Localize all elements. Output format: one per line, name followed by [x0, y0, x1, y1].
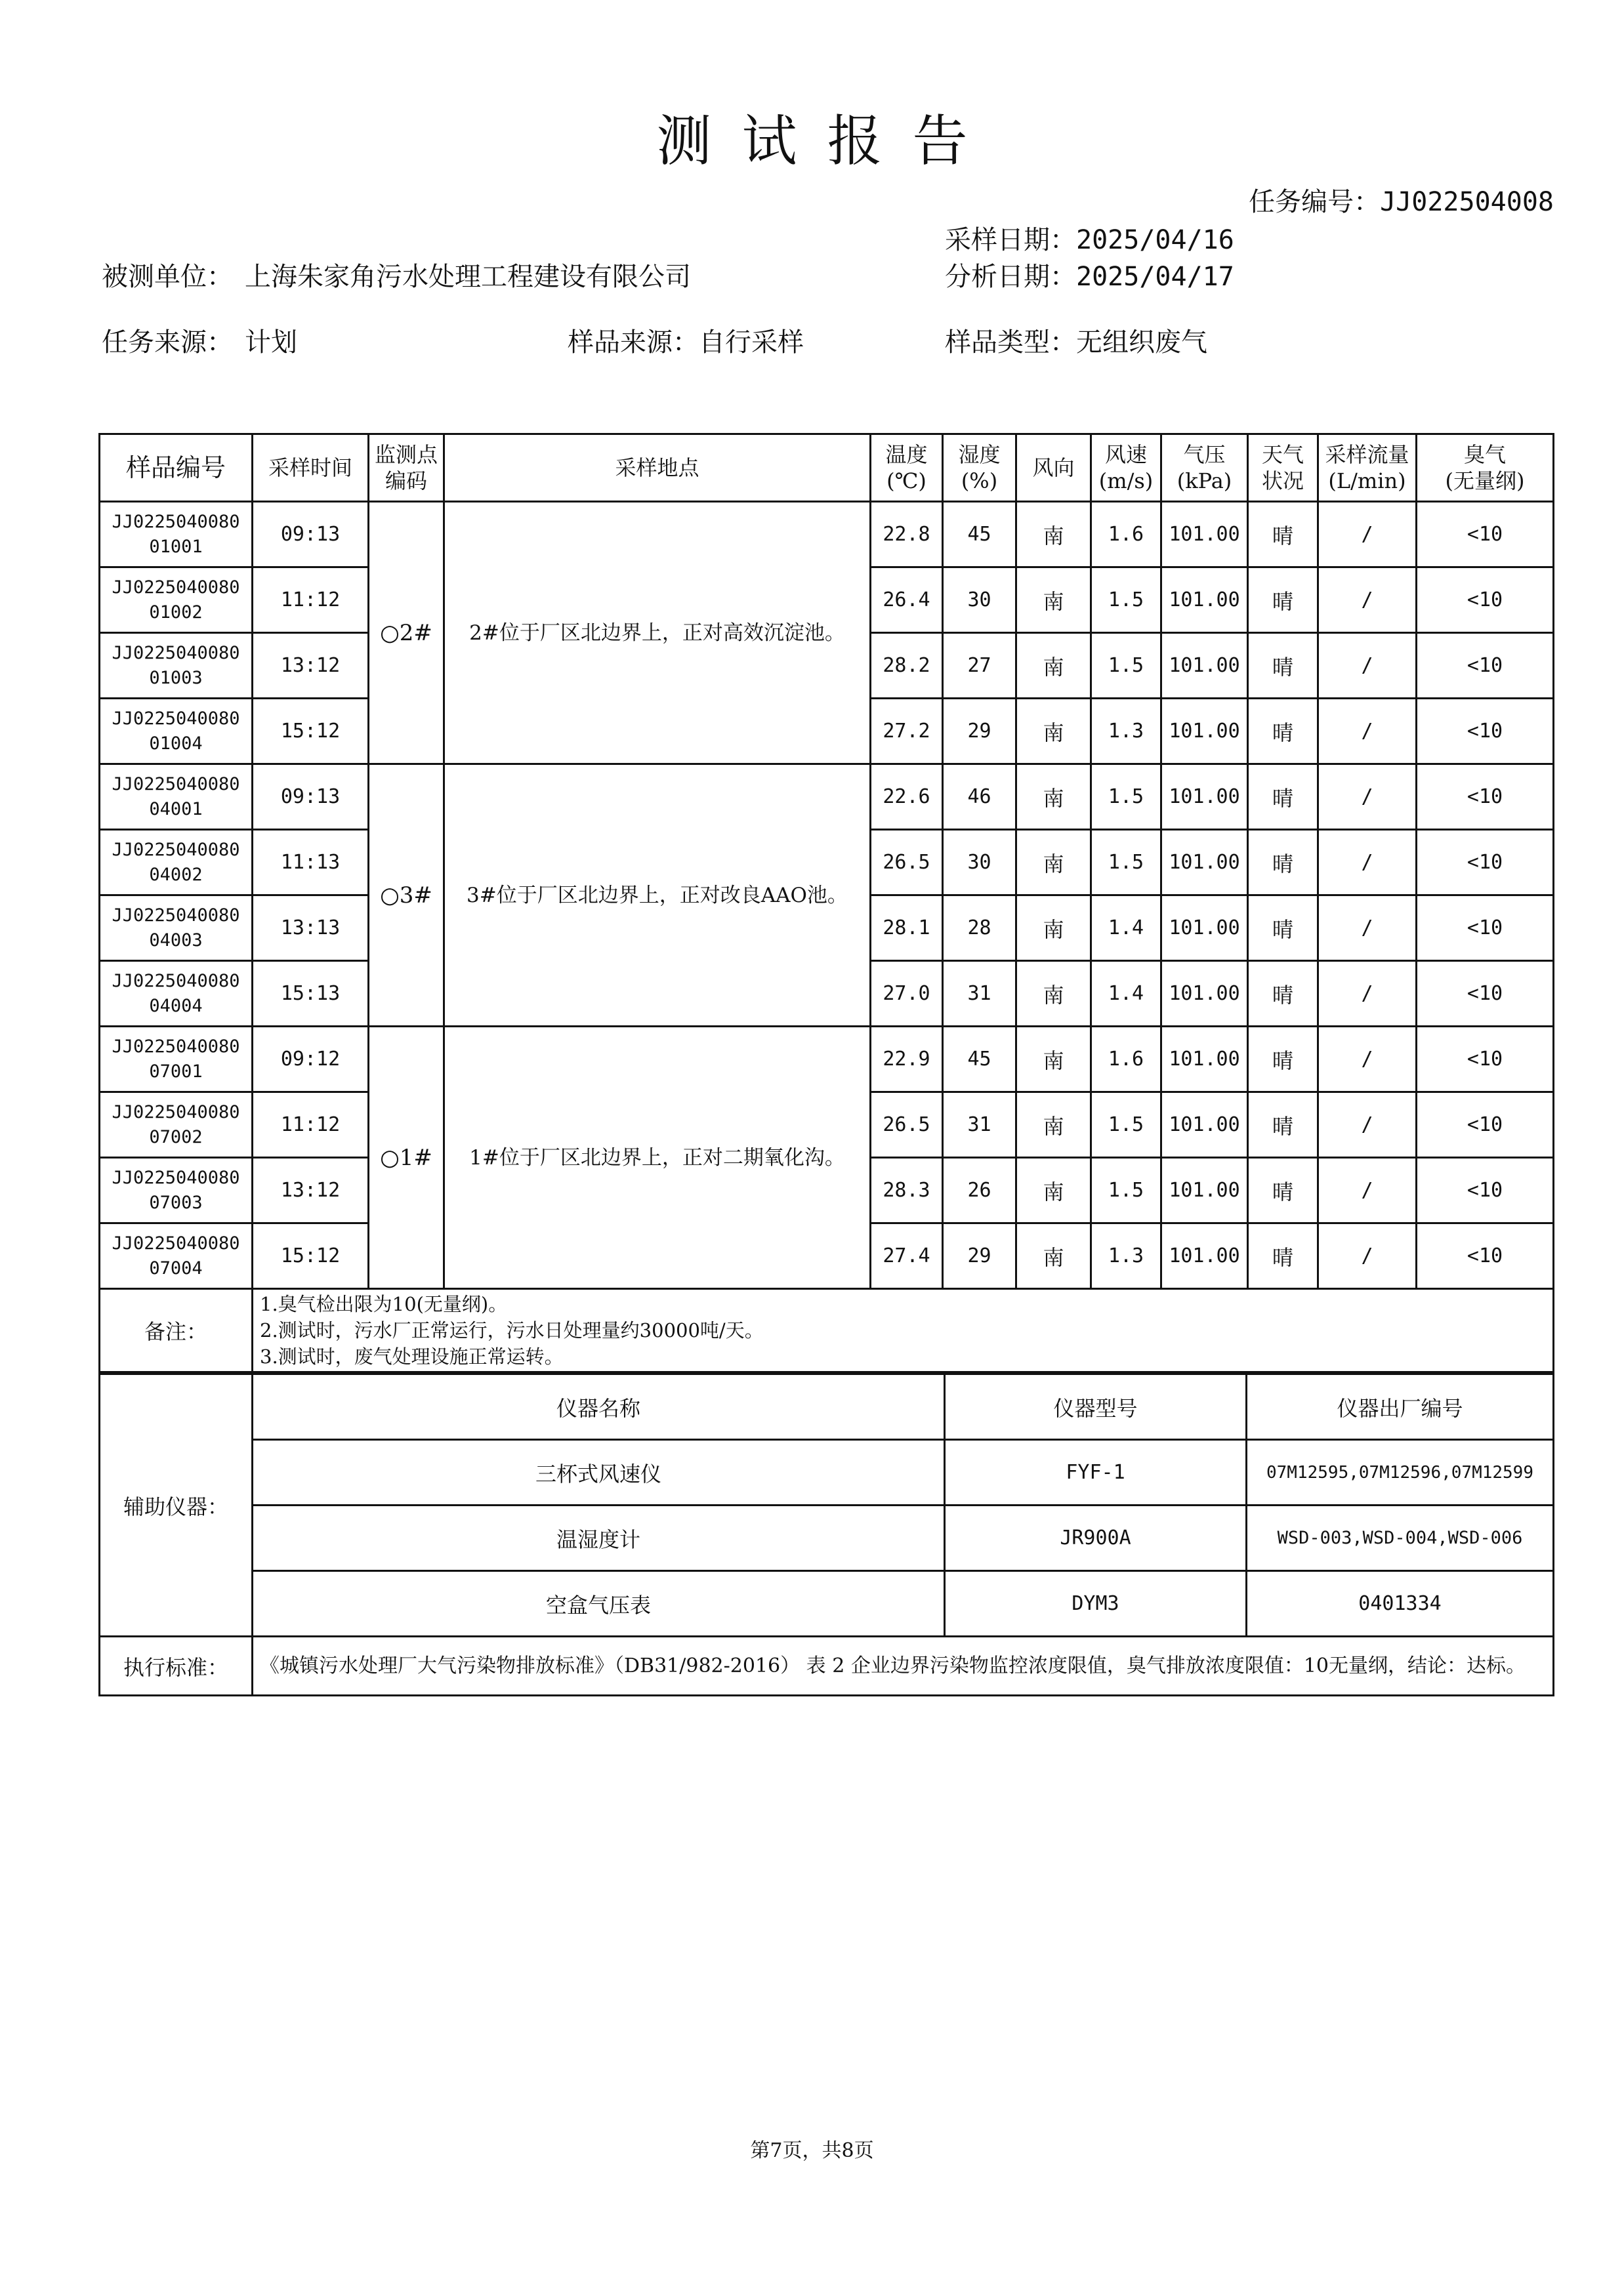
sample-id: JJ0225040080 04004: [100, 961, 253, 1027]
header-weather: 天气 状况: [1248, 434, 1318, 502]
cell-weather: 晴: [1248, 699, 1318, 764]
table-header-row: [100, 434, 1554, 502]
sample-id: JJ0225040080 01004: [100, 699, 253, 764]
sample-type-label: 样品类型：: [945, 327, 1076, 358]
standard-row: [100, 1637, 1554, 1696]
cell-wind-speed: 1.6: [1091, 1027, 1161, 1092]
cell-flow: /: [1318, 633, 1417, 699]
header-wind-dir: 风向: [1016, 434, 1091, 502]
task-source: [102, 321, 297, 359]
sampling-location: 2#位于厂区北边界上，正对高效沉淀池。: [444, 502, 871, 764]
point-code: ○1#: [369, 1027, 444, 1289]
instrument-name: 三杯式风速仪: [253, 1440, 945, 1506]
sample-source-label: 样品来源：: [568, 327, 699, 358]
cell-weather: 晴: [1248, 1027, 1318, 1092]
cell-temp: 28.2: [871, 633, 943, 699]
sample-time: 15:13: [253, 961, 369, 1027]
cell-wind-dir: 南: [1016, 895, 1091, 961]
cell-temp: 26.5: [871, 1092, 943, 1158]
cell-wind-speed: 1.5: [1091, 633, 1161, 699]
header-location: 采样地点: [444, 434, 871, 502]
cell-pressure: 101.00: [1161, 1027, 1248, 1092]
table-row: [100, 764, 1554, 830]
cell-pressure: 101.00: [1161, 1092, 1248, 1158]
cell-odor: <10: [1417, 1223, 1554, 1289]
results-table: [98, 433, 1554, 1373]
sample-id: JJ0225040080 01003: [100, 633, 253, 699]
cell-pressure: 101.00: [1161, 961, 1248, 1027]
instrument-header-name: 仪器名称: [253, 1374, 945, 1440]
header-point-code: 监测点 编码: [369, 434, 444, 502]
sample-id: JJ0225040080 07001: [100, 1027, 253, 1092]
cell-temp: 22.8: [871, 502, 943, 567]
sample-time: 13:12: [253, 633, 369, 699]
header-sample-id: 样品编号: [100, 434, 253, 502]
cell-temp: 28.1: [871, 895, 943, 961]
analysis-date-label: 分析日期：: [945, 262, 1076, 292]
header-humidity: 湿度 (%): [943, 434, 1016, 502]
standard-text: 《城镇污水处理厂大气污染物排放标准》（DB31/982-2016） 表 2 企业边界污染物监控浓度限值，臭气排放浓度限值：10无量纲，结论：达标。: [253, 1637, 1554, 1696]
cell-wind-speed: 1.5: [1091, 1092, 1161, 1158]
instrument-model: JR900A: [945, 1506, 1247, 1571]
cell-pressure: 101.00: [1161, 567, 1248, 633]
cell-humidity: 30: [943, 567, 1016, 633]
cell-humidity: 45: [943, 502, 1016, 567]
cell-weather: 晴: [1248, 961, 1318, 1027]
cell-flow: /: [1318, 1027, 1417, 1092]
cell-humidity: 26: [943, 1158, 1016, 1223]
instrument-table: [98, 1373, 1554, 1696]
table-row: [100, 1027, 1554, 1092]
cell-pressure: 101.00: [1161, 699, 1248, 764]
header-time: 采样时间: [253, 434, 369, 502]
cell-pressure: 101.00: [1161, 764, 1248, 830]
cell-odor: <10: [1417, 633, 1554, 699]
cell-weather: 晴: [1248, 764, 1318, 830]
cell-wind-dir: 南: [1016, 699, 1091, 764]
instrument-name: 温湿度计: [253, 1506, 945, 1571]
instrument-serial: 0401334: [1247, 1571, 1554, 1637]
task-source-label: 任务来源：: [102, 327, 233, 358]
cell-odor: <10: [1417, 502, 1554, 567]
sample-time: 13:12: [253, 1158, 369, 1223]
sample-id: JJ0225040080 01002: [100, 567, 253, 633]
sample-id: JJ0225040080 04002: [100, 830, 253, 895]
task-source-value: 计划: [245, 327, 297, 358]
cell-flow: /: [1318, 502, 1417, 567]
remarks-row: [100, 1289, 1554, 1372]
cell-wind-dir: 南: [1016, 1223, 1091, 1289]
instrument-serial: 07M12595,07M12596,07M12599: [1247, 1440, 1554, 1506]
cell-pressure: 101.00: [1161, 1158, 1248, 1223]
cell-flow: /: [1318, 1223, 1417, 1289]
instrument-row: [100, 1571, 1554, 1637]
cell-temp: 27.4: [871, 1223, 943, 1289]
analysis-date: [945, 256, 1234, 293]
remarks-label: 备注：: [100, 1289, 253, 1372]
cell-odor: <10: [1417, 699, 1554, 764]
cell-humidity: 30: [943, 830, 1016, 895]
cell-odor: <10: [1417, 1158, 1554, 1223]
cell-weather: 晴: [1248, 1223, 1318, 1289]
cell-wind-dir: 南: [1016, 567, 1091, 633]
sample-time: 11:12: [253, 567, 369, 633]
remark-line: 1.臭气检出限为10(无量纲)。: [260, 1293, 508, 1315]
cell-flow: /: [1318, 699, 1417, 764]
cell-odor: <10: [1417, 895, 1554, 961]
cell-pressure: 101.00: [1161, 502, 1248, 567]
analysis-date-value: 2025/04/17: [1076, 262, 1234, 292]
instrument-name: 空盒气压表: [253, 1571, 945, 1637]
point-code: ○2#: [369, 502, 444, 764]
instrument-serial: WSD-003,WSD-004,WSD-006: [1247, 1506, 1554, 1571]
sampling-location: 3#位于厂区北边界上，正对改良AAO池。: [444, 764, 871, 1027]
cell-flow: /: [1318, 961, 1417, 1027]
cell-pressure: 101.00: [1161, 633, 1248, 699]
tested-unit-value: 上海朱家角污水处理工程建设有限公司: [245, 262, 691, 292]
task-number-label: 任务编号：: [1249, 187, 1381, 217]
header-wind-speed: 风速 (m/s): [1091, 434, 1161, 502]
cell-odor: <10: [1417, 961, 1554, 1027]
cell-humidity: 31: [943, 1092, 1016, 1158]
cell-odor: <10: [1417, 1027, 1554, 1092]
sampling-date-label: 采样日期：: [945, 225, 1076, 255]
cell-odor: <10: [1417, 764, 1554, 830]
header-pressure: 气压 (kPa): [1161, 434, 1248, 502]
sample-time: 11:13: [253, 830, 369, 895]
sample-id: JJ0225040080 07003: [100, 1158, 253, 1223]
task-number-value: JJ022504008: [1380, 187, 1554, 217]
cell-wind-dir: 南: [1016, 502, 1091, 567]
sample-time: 15:12: [253, 1223, 369, 1289]
sample-time: 09:13: [253, 764, 369, 830]
cell-wind-dir: 南: [1016, 1092, 1091, 1158]
tested-unit: [102, 256, 691, 293]
sample-type: [945, 321, 1207, 359]
cell-wind-dir: 南: [1016, 633, 1091, 699]
instrument-header-serial: 仪器出厂编号: [1247, 1374, 1554, 1440]
cell-weather: 晴: [1248, 830, 1318, 895]
cell-odor: <10: [1417, 567, 1554, 633]
cell-wind-dir: 南: [1016, 830, 1091, 895]
remarks-content: [253, 1289, 1554, 1372]
cell-temp: 27.2: [871, 699, 943, 764]
cell-weather: 晴: [1248, 502, 1318, 567]
cell-weather: 晴: [1248, 895, 1318, 961]
instrument-header-model: 仪器型号: [945, 1374, 1247, 1440]
cell-weather: 晴: [1248, 567, 1318, 633]
sampling-date-value: 2025/04/16: [1076, 225, 1234, 255]
page-footer: 第7页，共8页: [750, 2139, 874, 2162]
cell-wind-speed: 1.5: [1091, 1158, 1161, 1223]
remark-line: 3.测试时，废气处理设施正常运转。: [260, 1345, 564, 1368]
cell-weather: 晴: [1248, 1158, 1318, 1223]
header-temp: 温度 (℃): [871, 434, 943, 502]
sampling-location: 1#位于厂区北边界上，正对二期氧化沟。: [444, 1027, 871, 1289]
sample-id: JJ0225040080 07002: [100, 1092, 253, 1158]
task-number: [1249, 181, 1554, 218]
instrument-model: DYM3: [945, 1571, 1247, 1637]
cell-wind-speed: 1.3: [1091, 699, 1161, 764]
cell-flow: /: [1318, 567, 1417, 633]
cell-weather: 晴: [1248, 1092, 1318, 1158]
cell-humidity: 45: [943, 1027, 1016, 1092]
cell-wind-speed: 1.6: [1091, 502, 1161, 567]
cell-flow: /: [1318, 764, 1417, 830]
table-row: [100, 502, 1554, 567]
cell-pressure: 101.00: [1161, 895, 1248, 961]
cell-humidity: 31: [943, 961, 1016, 1027]
cell-flow: /: [1318, 830, 1417, 895]
sample-time: 13:13: [253, 895, 369, 961]
sample-id: JJ0225040080 07004: [100, 1223, 253, 1289]
cell-pressure: 101.00: [1161, 1223, 1248, 1289]
cell-wind-speed: 1.4: [1091, 961, 1161, 1027]
sample-source-value: 自行采样: [699, 327, 804, 358]
cell-humidity: 46: [943, 764, 1016, 830]
sample-id: JJ0225040080 01001: [100, 502, 253, 567]
sample-id: JJ0225040080 04001: [100, 764, 253, 830]
point-code: ○3#: [369, 764, 444, 1027]
header-flow: 采样流量 (L/min): [1318, 434, 1417, 502]
cell-humidity: 29: [943, 699, 1016, 764]
cell-temp: 22.6: [871, 764, 943, 830]
sample-source: [568, 321, 804, 359]
cell-wind-speed: 1.5: [1091, 567, 1161, 633]
cell-wind-speed: 1.3: [1091, 1223, 1161, 1289]
instrument-row: [100, 1440, 1554, 1506]
cell-weather: 晴: [1248, 633, 1318, 699]
cell-wind-dir: 南: [1016, 1027, 1091, 1092]
sample-id: JJ0225040080 04003: [100, 895, 253, 961]
sample-time: 09:12: [253, 1027, 369, 1092]
cell-pressure: 101.00: [1161, 830, 1248, 895]
sample-time: 11:12: [253, 1092, 369, 1158]
sample-time: 09:13: [253, 502, 369, 567]
instrument-model: FYF-1: [945, 1440, 1247, 1506]
cell-odor: <10: [1417, 830, 1554, 895]
instruments-label: 辅助仪器：: [100, 1374, 253, 1637]
cell-wind-speed: 1.5: [1091, 764, 1161, 830]
cell-flow: /: [1318, 1092, 1417, 1158]
standard-label: 执行标准：: [100, 1637, 253, 1696]
instrument-header-row: [100, 1374, 1554, 1440]
cell-temp: 28.3: [871, 1158, 943, 1223]
cell-wind-dir: 南: [1016, 1158, 1091, 1223]
cell-wind-dir: 南: [1016, 764, 1091, 830]
cell-temp: 26.5: [871, 830, 943, 895]
cell-wind-speed: 1.4: [1091, 895, 1161, 961]
cell-temp: 27.0: [871, 961, 943, 1027]
cell-wind-dir: 南: [1016, 961, 1091, 1027]
report-title: 测试报告: [656, 109, 998, 173]
cell-wind-speed: 1.5: [1091, 830, 1161, 895]
sample-time: 15:12: [253, 699, 369, 764]
instrument-row: [100, 1506, 1554, 1571]
cell-humidity: 29: [943, 1223, 1016, 1289]
cell-temp: 22.9: [871, 1027, 943, 1092]
cell-flow: /: [1318, 1158, 1417, 1223]
tested-unit-label: 被测单位：: [102, 262, 233, 292]
cell-humidity: 28: [943, 895, 1016, 961]
cell-odor: <10: [1417, 1092, 1554, 1158]
cell-temp: 26.4: [871, 567, 943, 633]
sample-type-value: 无组织废气: [1076, 327, 1207, 358]
sampling-date: [945, 219, 1234, 256]
cell-humidity: 27: [943, 633, 1016, 699]
header-odor: 臭气 (无量纲): [1417, 434, 1554, 502]
remark-line: 2.测试时，污水厂正常运行，污水日处理量约30000吨/天。: [260, 1319, 764, 1342]
cell-flow: /: [1318, 895, 1417, 961]
